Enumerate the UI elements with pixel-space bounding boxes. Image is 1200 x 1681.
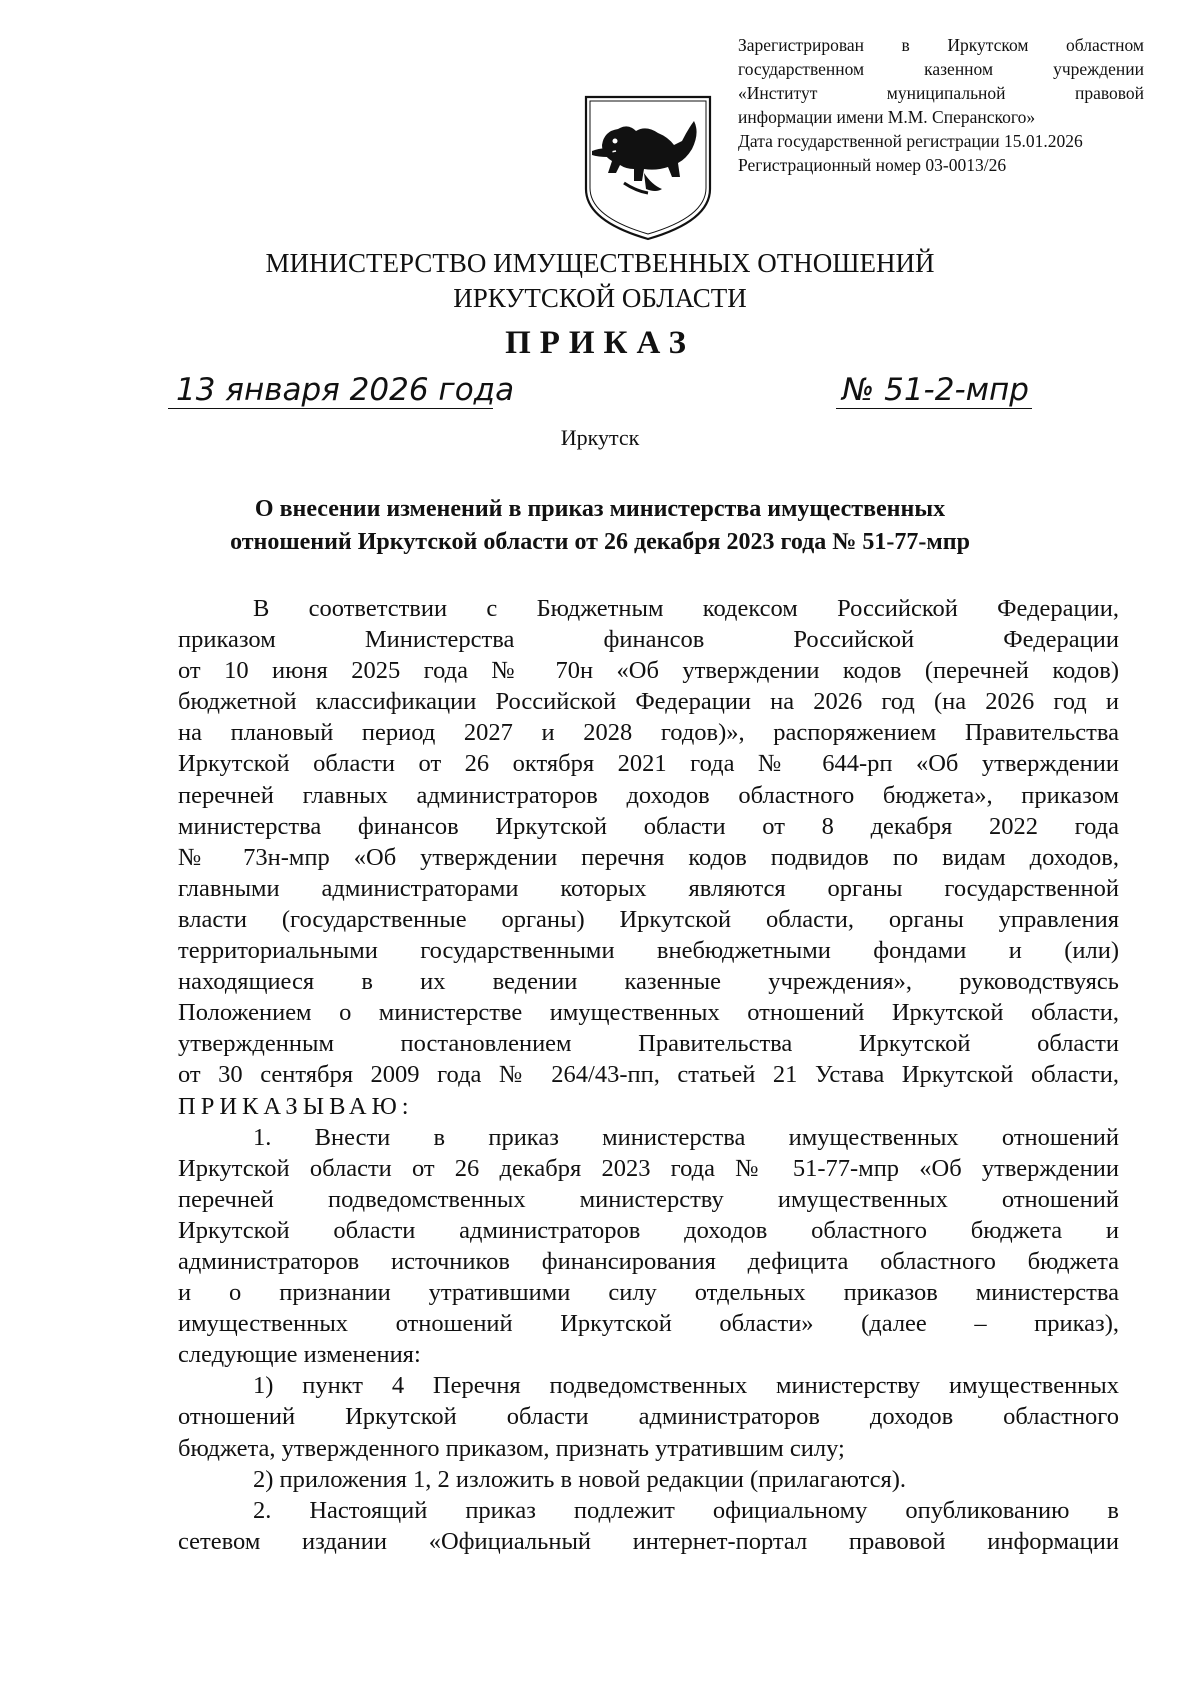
number-underline [836,408,1032,409]
body-line: утвержденным постановлением Правительства Иркутской области [178,1030,1119,1058]
body-line: 2. Настоящий приказ подлежит официальному опубликованию в [253,1496,1119,1524]
document-body [178,593,1119,1557]
body-line: В соответствии с Бюджетным кодексом Российской Федерации, [253,595,1119,622]
date-underline [168,408,493,409]
body-line: следующие изменения: [178,1341,421,1369]
body-line: находящиеся в их ведении казенные учреждения», руководствуясь [178,968,1119,996]
body-line: от 30 сентября 2009 года № 264/43-пп, статьей 21 Устава Иркутской области, [178,1061,1119,1089]
body-line: № 73н-мпр «Об утверждении перечня кодов подвидов по видам доходов, [178,843,1119,871]
body-line: власти (государственные органы) Иркутской области, органы управления [178,905,1119,933]
body-line: перечней главных администраторов доходов областного бюджета», приказом [178,781,1119,809]
body-line: бюджета, утвержденного приказом, признать утратившим силу; [178,1434,845,1462]
body-line: 2) приложения 1, 2 изложить в новой редакции (прилагаются). [253,1465,907,1493]
body-line: Положением о министерстве имущественных отношений Иркутской области, [178,999,1119,1027]
city: Иркутск [560,425,640,450]
body-line: имущественных отношений Иркутской области» (далее – приказ), [178,1310,1119,1338]
body-line: перечней подведомственных министерству имущественных отношений [178,1185,1119,1213]
registration-number: Регистрационный номер 03-0013/26 [738,155,1007,175]
ministry-name [200,246,1000,316]
registration-date: Дата государственной регистрации 15.01.2026 [738,131,1083,151]
document-title [150,493,1050,559]
ministry-line-1: МИНИСТЕРСТВО ИМУЩЕСТВЕННЫХ ОТНОШЕНИЙ [265,248,935,278]
registration-stamp [738,33,1144,177]
body-line: и о признании утратившими силу отдельных приказов министерства [178,1279,1119,1307]
irkutsk-coat-of-arms-icon [582,93,714,243]
body-line: 1. Внести в приказ министерства имущественных отношений [253,1123,1119,1151]
body-line: сетевом издании «Официальный интернет-портал правовой информации [178,1527,1119,1555]
handwritten-number: № 51-2-мпр [842,372,1029,408]
title-line-2: отношений Иркутской области от 26 декабря 2023 года № 51-77-мпр [230,529,970,555]
document-type: ПРИКАЗ [505,325,695,361]
body-line: бюджетной классификации Российской Федерации на 2026 год (на 2026 год и [178,688,1119,716]
body-line: министерства финансов Иркутской области от 8 декабря 2022 года [178,812,1119,840]
body-line: администраторов источников финансирования дефицита областного бюджета [178,1247,1119,1275]
body-prikazyvayu: ПРИКАЗЫВАЮ: [178,1092,414,1120]
body-line: 1) пункт 4 Перечня подведомственных министерству имущественных [253,1372,1119,1400]
registration-line: государственном казенном учреждении [738,59,1144,79]
body-line: на плановый период 2027 и 2028 годов)», распоряжением Правительства [178,719,1119,747]
body-line: приказом Министерства финансов Российской Федерации [178,626,1119,654]
body-line: территориальными государственными внебюджетными фондами и (или) [178,937,1119,965]
registration-line: «Институт муниципальной правовой [738,83,1144,103]
body-line: от 10 июня 2025 года № 70н «Об утверждении кодов (перечней кодов) [178,657,1119,685]
body-line: отношений Иркутской области администраторов доходов областного [178,1403,1119,1431]
title-line-1: О внесении изменений в приказ министерства имущественных [254,496,946,522]
handwritten-date: 13 января 2026 года [176,372,515,408]
body-line: Иркутской области от 26 октября 2021 года № 644-рп «Об утверждении [178,750,1119,778]
body-line: Иркутской области администраторов доходов областного бюджета и [178,1216,1119,1244]
registration-line: информации имени М.М. Сперанского» [738,107,1036,127]
ministry-line-2: ИРКУТСКОЙ ОБЛАСТИ [453,283,747,313]
body-line: Иркутской области от 26 декабря 2023 года № 51-77-мпр «Об утверждении [178,1154,1119,1182]
body-line: главными администраторами которых являются органы государственной [178,874,1119,902]
registration-line: Зарегистрирован в Иркутском областном [738,35,1144,55]
